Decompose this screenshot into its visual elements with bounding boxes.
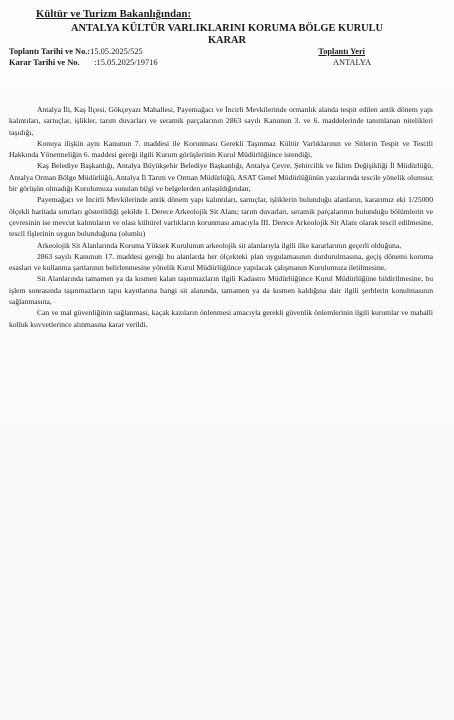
paragraph: Sit Alanlarında tamamen ya da kısmen kalan taşınmazların ilgili Kadastro Müdürlüğünce Kurul Müdürlüğüne bildirilmesine, bu işlem sonrasında taşınmazların tapu kayıtlarına hangi sit alanında, tamamen ya da kısmen kaldığına dair ilgili şerhlerin konulmasının sağlanmasına, — [9, 274, 433, 307]
paragraph: Konuya ilişkin aynı Kanunun 7. maddesi ile Korunması Gerekli Taşınmaz Kültür Varlıklarının ve Sitlerin Tespit ve Tescili Hakkında Yönetmeliğin 6. maddesi gereği ilgili Kurum görüşlerinin Kurul Müdürlüğünce istendiği, — [9, 138, 433, 160]
paragraph: Kaş Belediye Başkanlığı, Antalya Büyükşehir Belediye Başkanlığı, Antalya Çevre, Şehircilik ve İklim Değişikliği İl Müdürlüğü, Antalya Orman Bölge Müdürlüğü, Antalya İl Tarım ve Orman Müdürlüğü, ASAT Genel Müdürlüğünün yazılarında tescile yönelik olumsuz bir görüşün olmadığı Kurulumuza sunulan bilgi ve belgelerden anlaşıldığından, — [9, 161, 433, 194]
place-value: ANTALYA — [332, 58, 371, 67]
decision-info — [9, 58, 158, 67]
paragraph: 2863 sayılı Kanunun 17. maddesi gereği bu alanlarda her ölçekteki plan uygulamasının durdurulmasına, geçiş dönemi koruma esasları ve kullanma şartlarının belirlenmesine yönelik Kurul Müdürlüğünce yapılacak çalışmanın Kurulumuza iletilmesine, — [9, 251, 433, 273]
paragraph: Payemağacı ve İncirli Mevkilerinde antik dönem yapı kalıntıları, sarnıçlar, işliklerin bulunduğu alanların, kararımız eki 1/25000 ölçekli haritada sınırları gösterildiği şekilde I. Derece Arkeolojik Sit Alanı; tarım duvarları, seramik parçalarının bulunduğu bölümlerin ve çevresinin ise mevcut kalıntıların ve olası kültürel varlıkların korunması amacıyla III. Derece Arkeolojik Sit Alanı olarak tescil edilmesine, tescil fişlerinin uygun bulunduğuna (olumlu) — [9, 195, 433, 239]
meeting-info — [9, 47, 143, 56]
decision-body — [9, 104, 433, 330]
paragraph: Antalya İli, Kaş İlçesi, Gökçeyazı Mahallesi, Payemağacı ve İncirli Mevkilerinde ormanlık alanda tespit edilen antik dönem yapı kalıntıları, sarnıçlar, işlikler, tarım duvarları ve seramik parçalarının 2863 sayılı Kanunun 3. ve 6. maddelerinde tanımlanan nitelikleri taşıdığı, — [9, 105, 433, 137]
place-label: Toplantı Yeri — [318, 47, 365, 56]
meeting-value: 15.05.2025/525 — [90, 47, 143, 56]
paragraph: Arkeolojik Sit Alanlarında Koruma Yüksek Kurulunun arkeolojik sit alanlarıyla ilgili ilke kararlarının geçerli olduğuna, — [37, 240, 402, 250]
board-title: ANTALYA KÜLTÜR VARLIKLARINI KORUMA BÖLGE KURULU — [70, 23, 384, 34]
meeting-label: Toplantı Tarihi ve No.: — [9, 47, 91, 56]
paragraph: Can ve mal güvenliğinin sağlanması, kaçak kazıların önlenmesi amacıyla gerekli güvenlik önlemlerinin ilgili kurumlar ve mahalli kolluk kuvvetlerince alınmasına karar verildi. — [9, 308, 433, 329]
decision-label: Karar Tarihi ve No. — [9, 58, 80, 67]
ministry-heading: Kültür ve Turizm Bakanlığından: — [36, 9, 192, 20]
decision-value: :15.05.2025/19716 — [94, 58, 158, 67]
doc-type-title: KARAR — [207, 35, 247, 46]
